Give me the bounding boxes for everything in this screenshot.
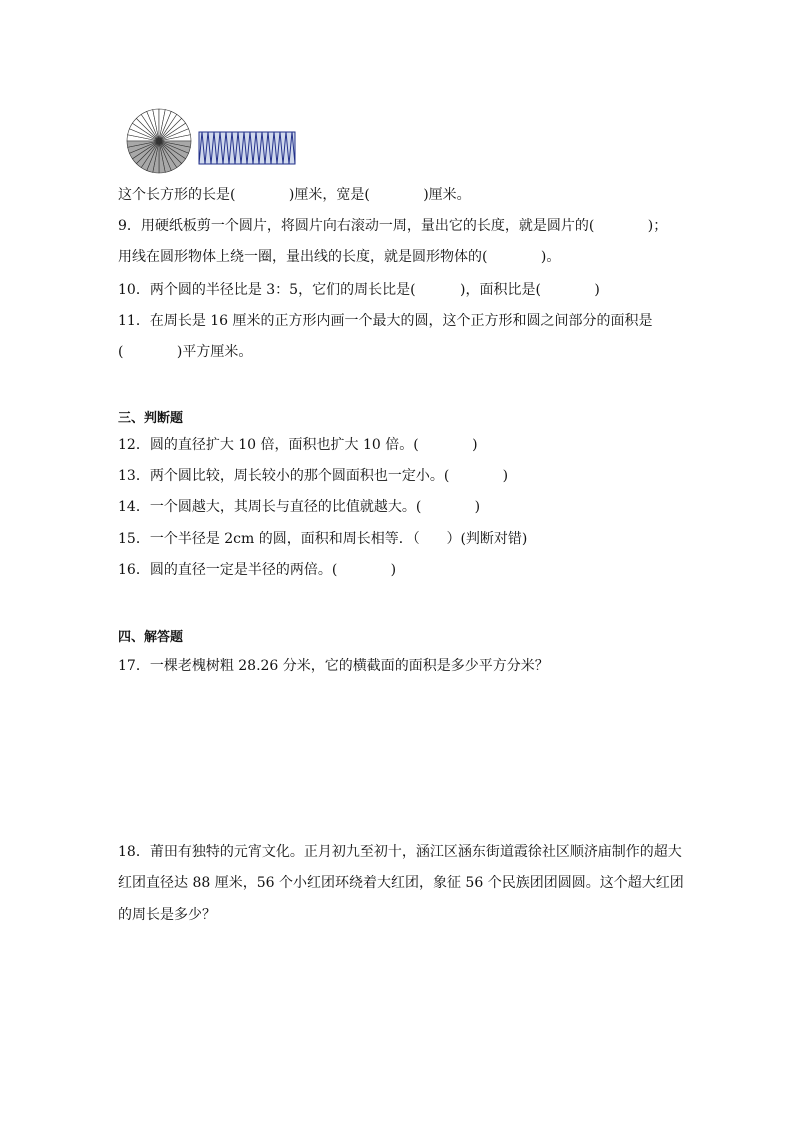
sectored-circle bbox=[127, 109, 191, 173]
question-10: 10．两个圆的半径比是 3：5，它们的周长比是( )，面积比是( ) bbox=[118, 282, 600, 298]
question-11-line-2: ( )平方厘米。 bbox=[118, 344, 253, 360]
question-11-line-1: 11．在周长是 16 厘米的正方形内画一个最大的圆，这个正方形和圆之间部分的面积是 bbox=[118, 313, 653, 329]
question-13: 13．两个圆比较，周长较小的那个圆面积也一定小。( ) bbox=[118, 468, 509, 484]
question-9-line-1: 9．用硬纸板剪一个圆片，将圆片向右滚动一周，量出它的长度，就是圆片的( )； bbox=[118, 218, 668, 234]
circle-sectors-figure bbox=[124, 106, 194, 176]
question-14: 14．一个圆越大，其周长与直径的比值就越大。( ) bbox=[118, 499, 481, 515]
question-15: 15．一个半径是 2cm 的圆，面积和周长相等．（ ）(判断对错) bbox=[118, 531, 528, 547]
question-18-line-1: 18．莆田有独特的元宵文化。正月初九至初十，涵江区涵东街道霞徐社区顺济庙制作的超大 bbox=[118, 844, 682, 860]
q8-continuation: 这个长方形的长是( )厘米，宽是( )厘米。 bbox=[118, 187, 471, 203]
question-17: 17．一棵老槐树粗 28.26 分米，它的横截面的面积是多少平方分米？ bbox=[118, 658, 549, 674]
question-16: 16．圆的直径一定是半径的两倍。( ) bbox=[118, 562, 397, 578]
rearranged-rectangle-figure bbox=[198, 131, 296, 165]
question-12: 12．圆的直径扩大 10 倍，面积也扩大 10 倍。( ) bbox=[118, 437, 478, 453]
question-18-line-3: 的周长是多少？ bbox=[118, 907, 216, 923]
section-3-heading: 三、判断题 bbox=[118, 411, 184, 426]
question-9-line-2: 用线在圆形物体上绕一圈，量出线的长度，就是圆形物体的( )。 bbox=[118, 249, 561, 265]
question-18-line-2: 红团直径达 88 厘米，56 个小红团环绕着大红团，象征 56 个民族团团圆圆。这个超大红团 bbox=[118, 875, 684, 891]
section-4-heading: 四、解答题 bbox=[118, 630, 184, 645]
sawtooth-rectangle bbox=[199, 132, 295, 164]
